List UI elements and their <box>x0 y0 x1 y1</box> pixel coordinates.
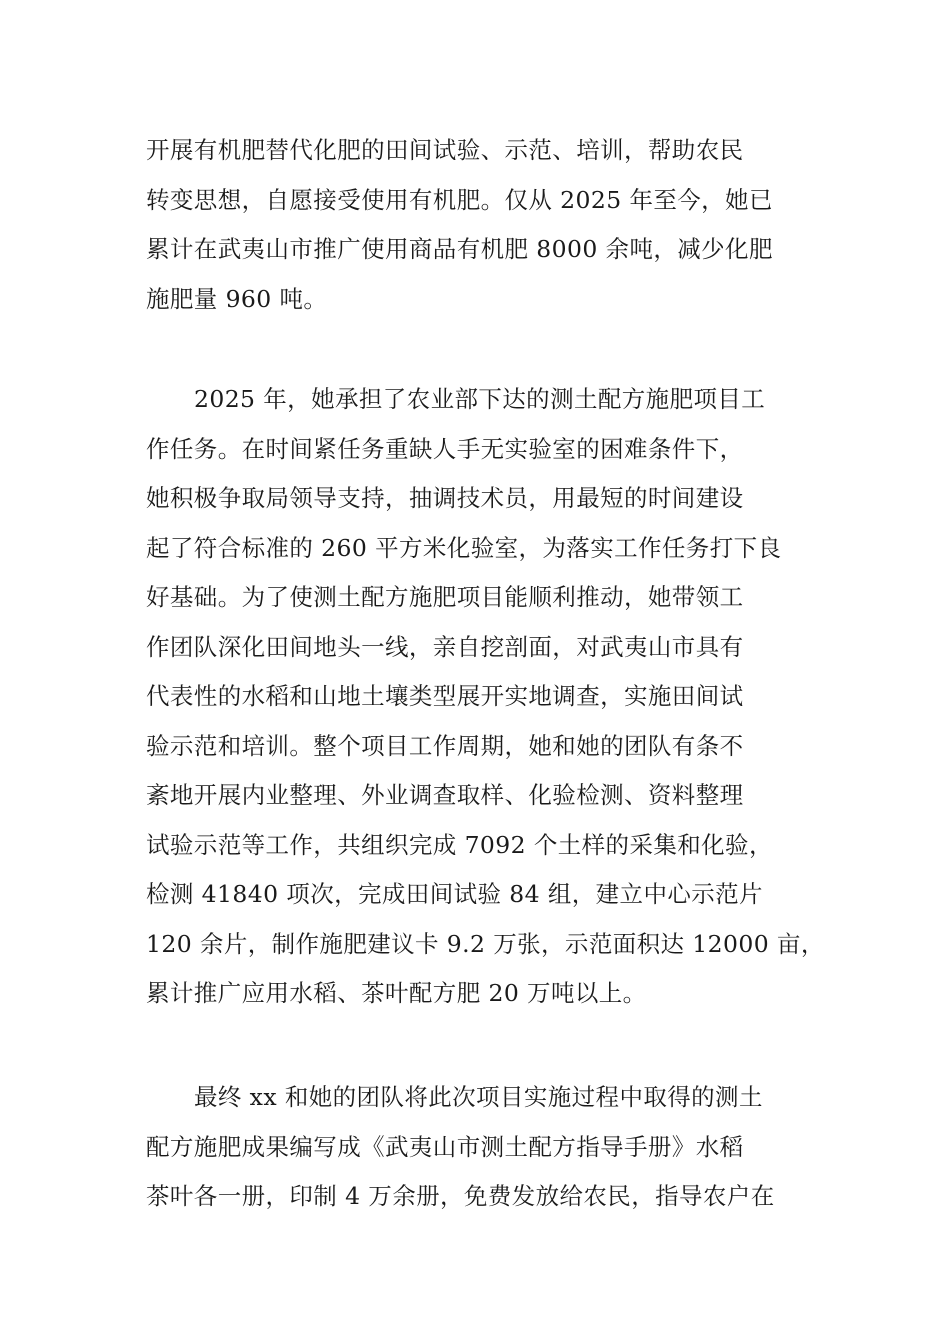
paragraph-organic-fertilizer <box>146 126 826 324</box>
text-line: 配方施肥成果编写成《武夷山市测土配方指导手册》水稻 <box>146 1132 744 1161</box>
text-line: 作任务。在时间紧任务重缺人手无实验室的困难条件下， <box>146 434 744 463</box>
text-line: 120 余片，制作施肥建议卡 9.2 万张，示范面积达 12000 亩， <box>146 929 825 958</box>
paragraph-soil-testing-project <box>146 375 826 1019</box>
text-line: 最终 xx 和她的团队将此次项目实施过程中取得的测土 <box>194 1083 763 1111</box>
text-line: 好基础。为了使测土配方施肥项目能顺利推动，她带领工 <box>146 583 744 611</box>
paragraph-guidance-handbook <box>146 1073 826 1222</box>
text-line: 代表性的水稻和山地土壤类型展开实地调查，实施田间试 <box>146 682 744 710</box>
text-line: 检测 41840 项次，完成田间试验 84 组，建立中心示范片 <box>146 880 763 908</box>
text-line: 累计在武夷山市推广使用商品有机肥 8000 余吨，减少化肥 <box>146 235 773 263</box>
text-line: 验示范和培训。整个项目工作周期，她和她的团队有条不 <box>146 731 744 760</box>
text-line: 累计推广应用水稻、茶叶配方肥 20 万吨以上。 <box>146 979 647 1007</box>
text-line: 施肥量 960 吨。 <box>146 284 328 313</box>
text-line: 2025 年，她承担了农业部下达的测土配方施肥项目工 <box>194 385 766 413</box>
text-line: 起了符合标准的 260 平方米化验室，为落实工作任务打下良 <box>146 533 782 562</box>
text-line: 茶叶各一册，印制 4 万余册，免费发放给农民，指导农户在 <box>146 1182 775 1210</box>
text-line: 开展有机肥替代化肥的田间试验、示范、培训，帮助农民 <box>146 136 744 164</box>
text-line: 作团队深化田间地头一线，亲自挖剖面，对武夷山市具有 <box>146 632 744 661</box>
text-line: 紊地开展内业整理、外业调查取样、化验检测、资料整理 <box>146 781 744 809</box>
text-line: 试验示范等工作，共组织完成 7092 个土样的采集和化验， <box>146 830 773 859</box>
text-line: 她积极争取局领导支持，抽调技术员，用最短的时间建设 <box>146 484 744 512</box>
text-line: 转变思想，自愿接受使用有机肥。仅从 2025 年至今，她已 <box>146 185 773 214</box>
